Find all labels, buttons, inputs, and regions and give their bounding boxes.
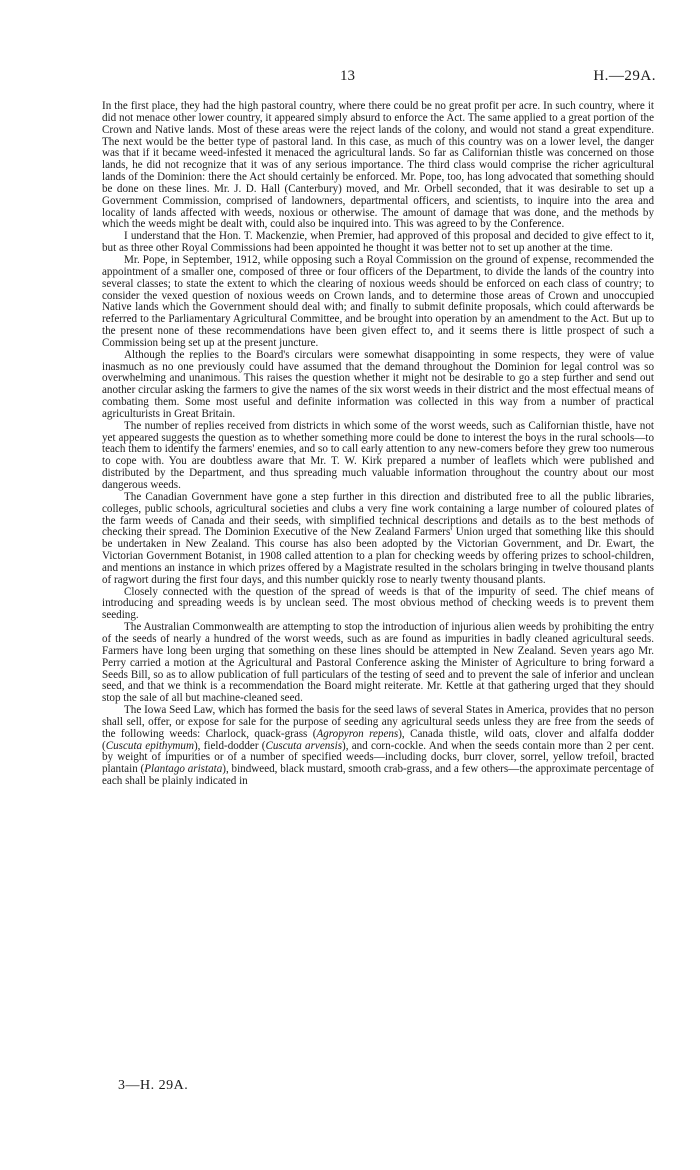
text-segment: ), field-dodder ( xyxy=(193,739,266,752)
paragraph: Mr. Pope, in September, 1912, while opposing such a Royal Commission on the ground of expense, recommended the appointment of a smaller one, composed of three or four officers of the Department, to divide the lands of the country into several classes; to state the extent to which the clearing of noxious weeds should be enforced on each class of country; to consider the vexed question of noxious weeds on Crown lands, and to determine those areas of Crown and unoccupied Native lands which the Government should deal with; and finally to submit definite proposals, which could afterwards be referred to the Parliamentary Agricultural Committee, and be brought into operation by an amendment to the Act. But up to the present none of these recommendations have been given effect to, and it seems there is little prospect of such a Commission being set up at the present juncture. xyxy=(102,253,654,349)
page-header xyxy=(0,68,700,90)
paragraph: The Australian Commonwealth are attempting to stop the introduction of injurious alien weeds by prohibiting the entry of the seeds of nearly a hundred of the worst weeds, such as are found as impurities in badly cleaned agricultural seeds. Farmers have long been urging that something on these lines should be attempted in New Zealand. Seven years ago Mr. Perry carried a motion at the Agricultural and Pastoral Conference asking the Minister of Agriculture to bring forward a Seeds Bill, so as to allow publication of full particulars of the testing of seed and to prevent the sale of inferior and unclean seed, and that we think is a recommendation the Board might reiterate. Mr. Kettle at that gathering urged that they should stop the sale of all but machine-cleaned seed. xyxy=(102,621,654,705)
text-segment: ), and corn-cockle. And when the seeds contain more than 2 per cent. by weight of impurities or of a number of specified weeds—including docks, burr clover, sorrel, yellow trefoil, bracted plantain ( xyxy=(102,739,654,776)
paragraph: I understand that the Hon. T. Mackenzie, when Premier, had approved of this proposal and decided to give effect to it, but as three other Royal Commissions had been appointed he thought it was better not to set up another at the time. xyxy=(102,230,654,255)
paragraph: In the first place, they had the high pastoral country, where there could be no great profit per acre. In such country, where it did not menace other lower country, it appeared simply absurd to enforce the Act. The same applied to a great portion of the Crown and Native lands. Most of these areas were the reject lands of the colony, and would not stand a great expenditure. The next would be the better type of pastoral land. In this case, as much of this country was on a lower level, the danger was that if it became weed-infested it menaced the agricultural lands. So far as Californian thistle was concerned on those lands, he did not recognize that it was of any serious importance. The third class would comprise the richer agricultural lands of the Dominion: there the Act should certainly be enforced. Mr. Pope, too, has long advocated that something should be done on these lines. Mr. J. D. Hall (Canterbury) moved, and Mr. Orbell seconded, that it was desirable to set up a Government Commission, comprised of landowners, departmental officers, and scientists, to inquire into the area and locality of lands affected with weeds, noxious or otherwise. The amount of damage that was done, and the methods by which the weeds might be dealt with, could also be inquired into. This was agreed to by the Conference. xyxy=(102,100,654,231)
text-segment: ), bindweed, black mustard, smooth crab-grass, and a few others—the approximate percentage of each shall be plainly indicated in xyxy=(102,763,654,788)
text-segment: ), Canada thistle, wild oats, clover and alfalfa dodder ( xyxy=(102,727,655,752)
botanical-name: Cuscuta arvensis xyxy=(265,739,343,752)
botanical-name: Cuscuta epithymum xyxy=(105,739,194,752)
paragraph: The number of replies received from districts in which some of the worst weeds, such as Californian thistle, have not yet appeared suggests the question as to whether something more could be done to interest the boys in the rural schools—to teach them to identify the farmers' enemies, and so to call early attention to any new-comers before they grew too numerous to cope with. You are doubtless aware that Mr. T. W. Kirk prepared a number of leaflets which were published and distributed by the Department, and thus spreading much valuable information throughout the country about our most dangerous weeds. xyxy=(102,419,654,491)
text-segment: The Iowa Seed Law, which has formed the basis for the seed laws of several States in America, provides that no person shall sell, offer, or expose for sale for the purpose of seeding any agricultural seeds unless they are free from the seeds of the following weeds: Charlock, quack-grass ( xyxy=(102,704,654,740)
paragraph-iowa-seed-law xyxy=(102,705,654,788)
paragraph: Although the replies to the Board's circulars were somewhat disappointing in some respects, they were of value inasmuch as no one previously could have assumed that the demand throughout the Dominion for legal control was so overwhelming and unanimous. This raises the question whether it might not be desirable to go a step further and send out another circular asking the farmers to give the names of the six worst weeds in their district and the most effectual means of combating them. Some most useful and definite information was collected in this way from a number of practical agriculturists in Great Britain. xyxy=(102,348,654,420)
signature-reference: 3—H. 29A. xyxy=(118,1078,189,1093)
botanical-name: Agropyron repens xyxy=(316,727,399,740)
paragraph: The Canadian Government have gone a step further in this direction and distributed free to all the public libraries, colleges, public schools, agricultural societies and clubs a very fine work containing a large number of coloured plates of the farm weeds of Canada and their seeds, with simplified technical descriptions and details as to the best methods of checking their spread. The Dominion Executive of the New Zealand Farmers' Union urged that something like this should be undertaken in New Zealand. This course has also been adopted by the Victorian Government, and Dr. Ewart, the Victorian Government Botanist, in 1908 called attention to a plan for checking weeds by offering prizes to school-children, and mentions an instance in which prizes offered by a Magistrate resulted in the scholars bringing in twelve thousand plants of ragwort during the first four days, and this number quickly rose to nearly twenty thousand plants. xyxy=(102,490,654,586)
botanical-name: Plantago aristata xyxy=(144,763,223,776)
body-text xyxy=(102,101,654,788)
document-reference: H.—29A. xyxy=(593,68,656,84)
paragraph: Closely connected with the question of the spread of weeds is that of the impurity of seed. The chief means of introducing and spreading weeds is by unclean seed. The most obvious method of checking weeds is to prevent them seeding. xyxy=(102,585,654,622)
page-number: 13 xyxy=(340,68,355,84)
